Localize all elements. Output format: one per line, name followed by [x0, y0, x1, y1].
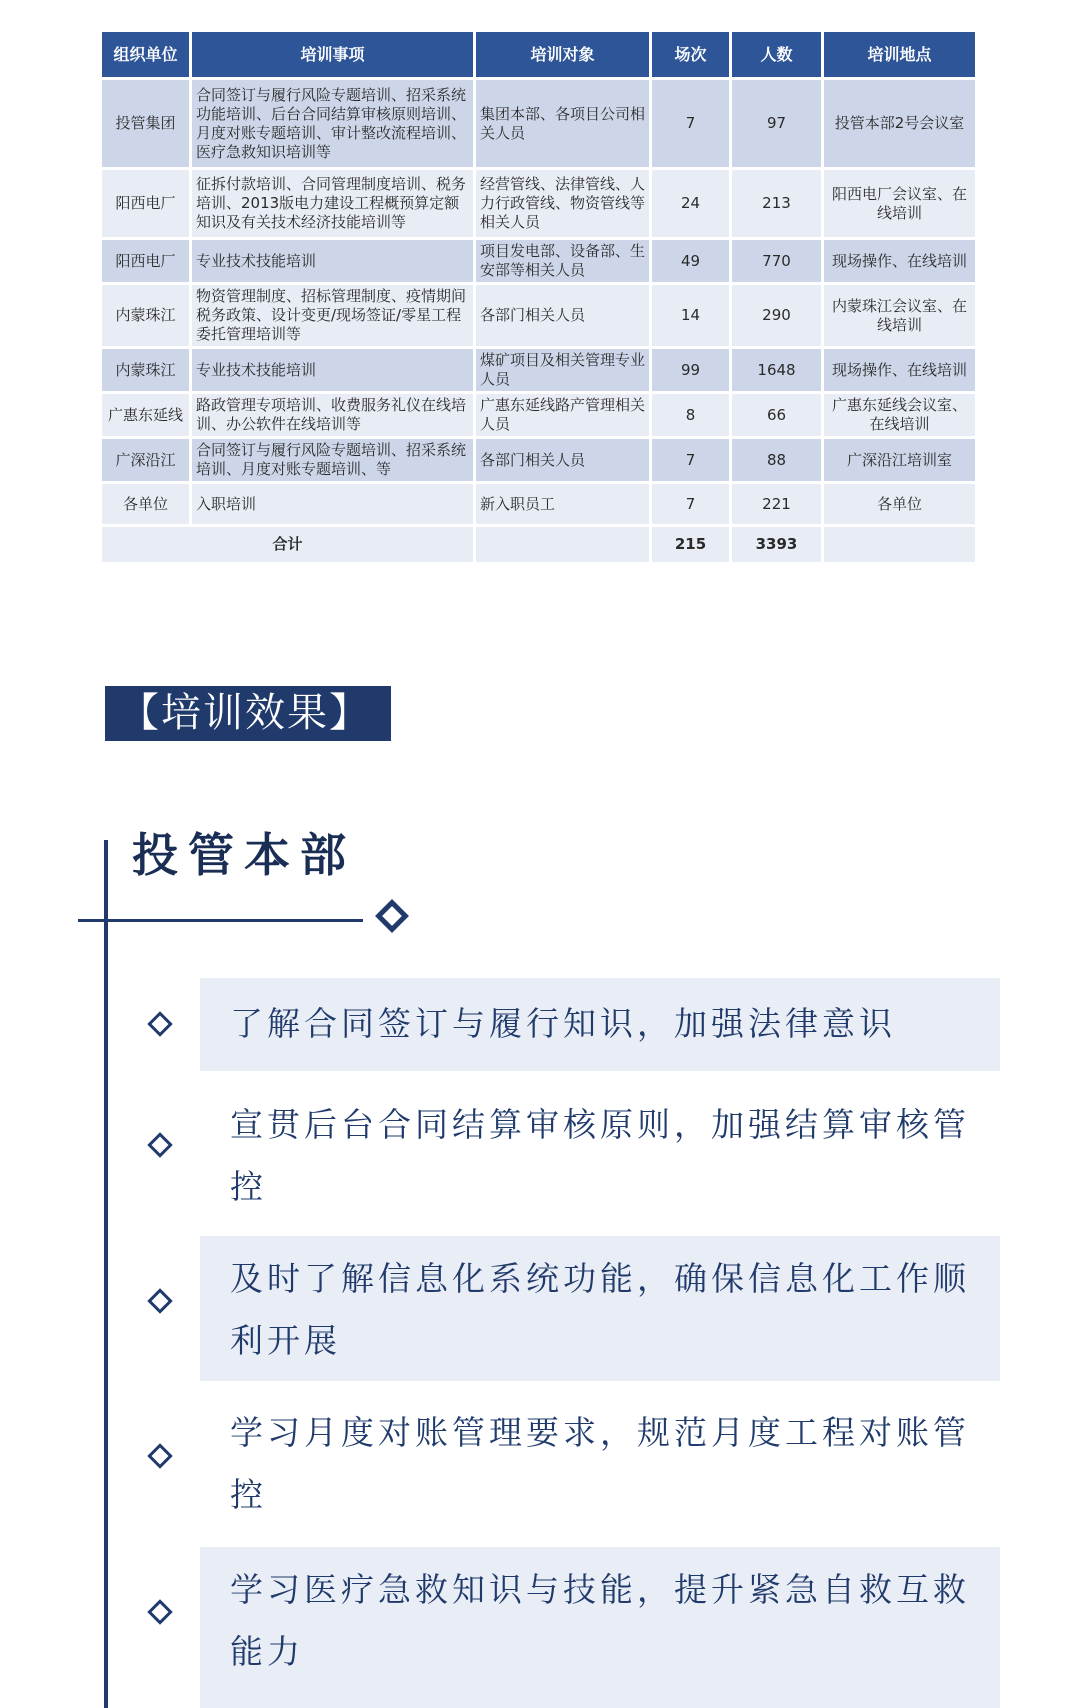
cell-target: 项目发电部、设备部、生安部等相关人员 [475, 239, 651, 284]
col-header-item: 培训事项 [191, 31, 475, 79]
diamond-bullet-icon [147, 1132, 172, 1157]
cell-target: 广惠东延线路产管理相关人员 [475, 393, 651, 438]
cell-people: 97 [731, 79, 823, 169]
vertical-divider [104, 840, 108, 1708]
cell-place: 阳西电厂会议室、在线培训 [823, 169, 977, 239]
col-header-target: 培训对象 [475, 31, 651, 79]
cell-place: 内蒙珠江会议室、在线培训 [823, 284, 977, 348]
cell-people: 221 [731, 483, 823, 526]
effect-text: 宣贯后台合同结算审核原则，加强结算审核管控 [230, 1105, 970, 1206]
table-row [101, 438, 977, 483]
cell-unit: 广深沿江 [101, 438, 191, 483]
cell-place: 各单位 [823, 483, 977, 526]
col-header-people: 人数 [731, 31, 823, 79]
cell-place: 现场操作、在线培训 [823, 239, 977, 284]
cell-unit: 阳西电厂 [101, 169, 191, 239]
section-tag: 【培训效果】 [105, 686, 391, 741]
total-label: 合计 [101, 526, 475, 564]
cell-sessions: 99 [651, 348, 731, 393]
effect-item [200, 1547, 1000, 1708]
cell-item: 物资管理制度、招标管理制度、疫情期间税务政策、设计变更/现场签证/零星工程委托管理培训等 [191, 284, 475, 348]
effect-item [200, 1084, 1000, 1229]
table-row [101, 284, 977, 348]
table-row [101, 348, 977, 393]
cell-item: 入职培训 [191, 483, 475, 526]
cell-item: 合同签订与履行风险专题培训、招采系统功能培训、后台合同结算审核原则培训、月度对账专题培训、审计整改流程培训、医疗急救知识培训等 [191, 79, 475, 169]
cell-sessions: 8 [651, 393, 731, 438]
cell-target: 各部门相关人员 [475, 284, 651, 348]
table-row [101, 393, 977, 438]
cell-target: 经营管线、法律管线、人力行政管线、物资管线等相关人员 [475, 169, 651, 239]
cell-unit: 投管集团 [101, 79, 191, 169]
training-table [99, 29, 978, 565]
cell-item: 路政管理专项培训、收费服务礼仪在线培训、办公软件在线培训等 [191, 393, 475, 438]
cell-unit: 内蒙珠江 [101, 284, 191, 348]
cell-unit: 广惠东延线 [101, 393, 191, 438]
effect-text: 学习月度对账管理要求，规范月度工程对账管控 [230, 1413, 970, 1514]
total-sessions: 215 [651, 526, 731, 564]
cell-item: 征拆付款培训、合同管理制度培训、税务培训、2013版电力建设工程概预算定额知识及有关技术经济技能培训等 [191, 169, 475, 239]
col-header-sessions: 场次 [651, 31, 731, 79]
diamond-bullet-icon [147, 1443, 172, 1468]
table-row [101, 79, 977, 169]
cell-people: 290 [731, 284, 823, 348]
cell-target: 各部门相关人员 [475, 438, 651, 483]
col-header-unit: 组织单位 [101, 31, 191, 79]
diamond-bullet-icon [147, 1011, 172, 1036]
diamond-bullet-icon [147, 1288, 172, 1313]
training-table-container [99, 29, 975, 565]
cell-sessions: 24 [651, 169, 731, 239]
cell-place: 广深沿江培训室 [823, 438, 977, 483]
cell-people: 88 [731, 438, 823, 483]
cell-sessions: 7 [651, 438, 731, 483]
cell-people: 213 [731, 169, 823, 239]
cell-unit: 阳西电厂 [101, 239, 191, 284]
table-row [101, 483, 977, 526]
cell-sessions: 7 [651, 483, 731, 526]
table-row [101, 169, 977, 239]
total-empty-cell [475, 526, 651, 564]
effect-item [200, 1236, 1000, 1381]
subsection-title: 投管本部 [132, 828, 356, 882]
cell-place: 现场操作、在线培训 [823, 348, 977, 393]
cell-place: 广惠东延线会议室、在线培训 [823, 393, 977, 438]
diamond-bullet-icon [147, 1599, 172, 1624]
cell-target: 煤矿项目及相关管理专业人员 [475, 348, 651, 393]
diamond-icon [375, 899, 409, 933]
total-empty-place [823, 526, 977, 564]
cell-people: 1648 [731, 348, 823, 393]
cell-unit: 各单位 [101, 483, 191, 526]
cell-sessions: 7 [651, 79, 731, 169]
cell-place: 投管本部2号会议室 [823, 79, 977, 169]
cell-people: 66 [731, 393, 823, 438]
cell-target: 集团本部、各项目公司相关人员 [475, 79, 651, 169]
table-header-row [101, 31, 977, 79]
col-header-place: 培训地点 [823, 31, 977, 79]
cell-unit: 内蒙珠江 [101, 348, 191, 393]
table-total-row [101, 526, 977, 564]
cell-item: 专业技术技能培训 [191, 239, 475, 284]
effect-item [200, 978, 1000, 1071]
effect-text: 及时了解信息化系统功能，确保信息化工作顺利开展 [230, 1259, 970, 1360]
effect-text: 了解合同签订与履行知识，加强法律意识 [230, 1004, 896, 1043]
cell-sessions: 14 [651, 284, 731, 348]
total-people: 3393 [731, 526, 823, 564]
cell-target: 新入职员工 [475, 483, 651, 526]
effect-text: 学习医疗急救知识与技能，提升紧急自救互救能力 [230, 1570, 970, 1671]
table-row [101, 239, 977, 284]
cell-people: 770 [731, 239, 823, 284]
cell-item: 专业技术技能培训 [191, 348, 475, 393]
cell-sessions: 49 [651, 239, 731, 284]
horizontal-divider [78, 919, 363, 922]
cell-item: 合同签订与履行风险专题培训、招采系统培训、月度对账专题培训、等 [191, 438, 475, 483]
effect-item [200, 1392, 1000, 1537]
